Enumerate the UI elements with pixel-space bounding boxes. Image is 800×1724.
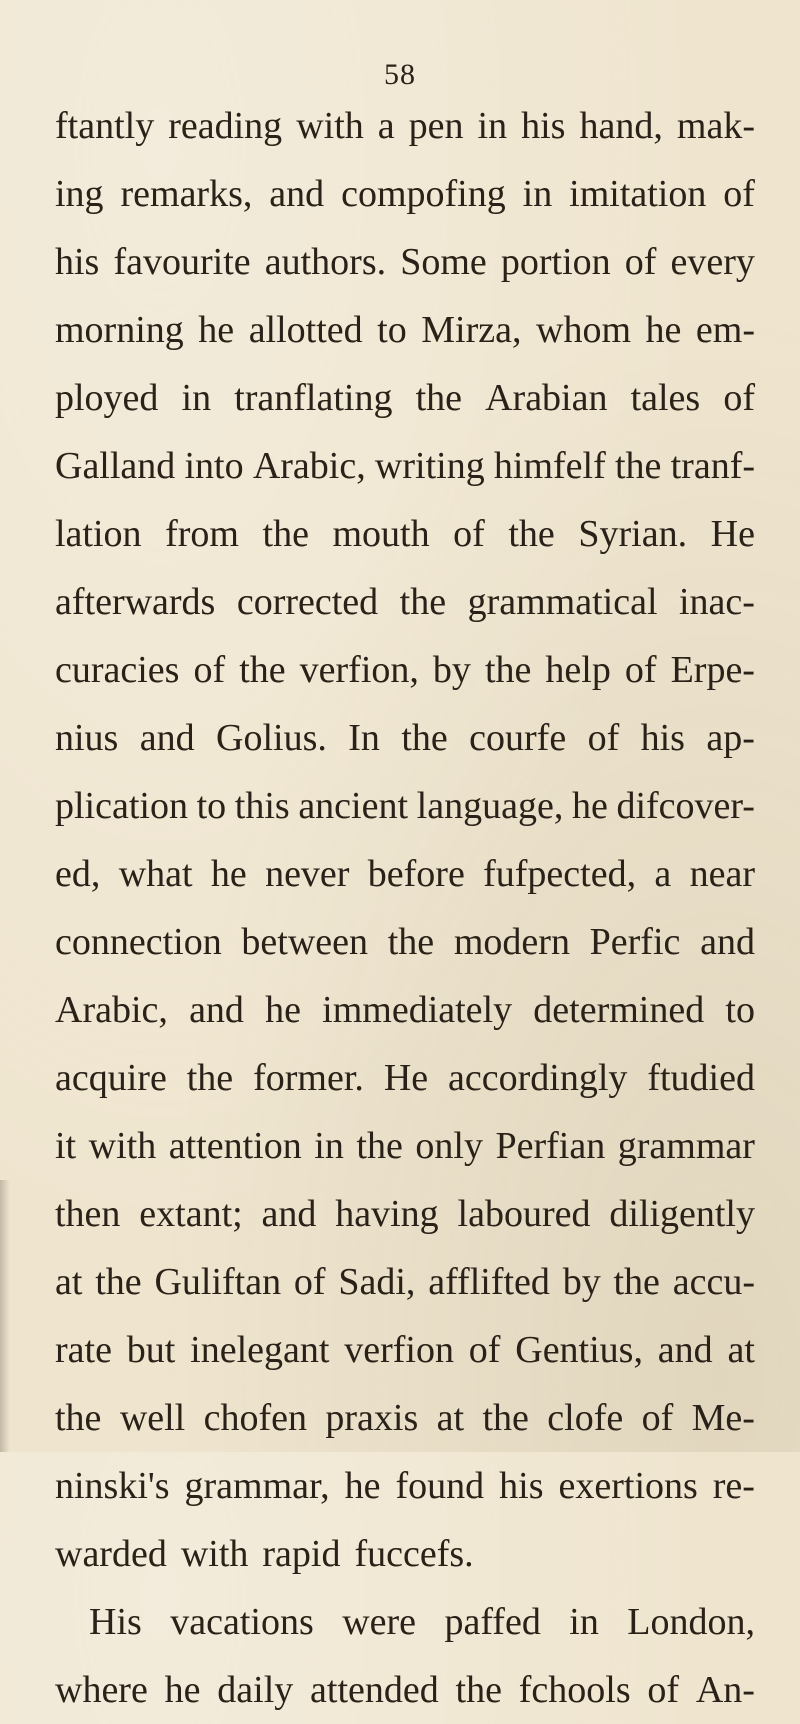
- word: Perfian: [495, 1125, 606, 1167]
- word: lation: [55, 513, 142, 555]
- text-line: [55, 976, 755, 1044]
- word: at: [55, 1261, 83, 1303]
- word: ninski's: [55, 1465, 170, 1507]
- word: the: [356, 1125, 403, 1167]
- text-line: [55, 704, 755, 772]
- word: the: [415, 377, 462, 419]
- word: ed,: [55, 853, 101, 895]
- page-edge-shadow: [0, 1180, 10, 1452]
- word: he: [645, 309, 682, 351]
- word: the: [399, 581, 447, 623]
- word: his: [640, 717, 685, 759]
- word: the: [401, 717, 448, 759]
- word: to: [196, 785, 227, 827]
- word: corrected: [236, 581, 379, 623]
- word: courfe: [469, 717, 567, 759]
- word: pen: [408, 105, 464, 147]
- word: He: [383, 1057, 429, 1099]
- word: ing: [55, 173, 104, 215]
- word: in: [569, 1601, 599, 1643]
- text-line: [55, 364, 755, 432]
- word: the: [186, 1057, 234, 1099]
- word: His: [89, 1601, 142, 1643]
- word: imitation: [569, 173, 707, 215]
- word: immediately: [322, 989, 513, 1031]
- word: determined: [533, 989, 705, 1031]
- word: between: [241, 921, 369, 963]
- word: allotted: [248, 309, 363, 351]
- word: remarks,: [120, 173, 253, 215]
- word: ployed: [55, 377, 159, 419]
- word: Me-: [691, 1397, 755, 1439]
- text-line: [55, 432, 755, 500]
- word: Perfic: [589, 921, 681, 963]
- word: modern: [453, 921, 570, 963]
- word: in: [477, 105, 508, 147]
- word: and: [139, 717, 195, 759]
- word: every: [670, 241, 755, 283]
- word: he: [210, 853, 247, 895]
- word: this: [234, 785, 290, 827]
- word: Galland: [55, 445, 176, 487]
- word: of: [624, 241, 657, 283]
- word: Arabic,: [252, 445, 366, 487]
- word: with: [88, 1125, 157, 1167]
- word: attended: [310, 1669, 439, 1711]
- word: by: [562, 1261, 601, 1303]
- word: warded: [55, 1533, 167, 1575]
- word: the: [262, 513, 309, 555]
- text-line: [55, 1112, 755, 1180]
- text-line: [55, 1384, 755, 1452]
- word: inac-: [679, 581, 755, 623]
- word: well: [119, 1397, 186, 1439]
- word: his: [521, 105, 566, 147]
- word: An-: [695, 1669, 755, 1711]
- word: fchools: [518, 1669, 631, 1711]
- word: accordingly: [448, 1057, 628, 1099]
- word: the: [55, 1397, 102, 1439]
- word: morning: [55, 309, 184, 351]
- word: of: [641, 1397, 674, 1439]
- word: compofing: [341, 173, 506, 215]
- word: attention: [168, 1125, 302, 1167]
- word: writing: [374, 445, 485, 487]
- word: where: [55, 1669, 148, 1711]
- word: London,: [627, 1601, 755, 1643]
- word: ancient: [298, 785, 409, 827]
- word: the: [508, 513, 555, 555]
- word: at: [727, 1329, 755, 1371]
- word: what: [118, 853, 193, 895]
- word: reading: [168, 105, 283, 147]
- word: chofen: [203, 1397, 308, 1439]
- word: fuccefs.: [354, 1533, 474, 1575]
- text-line: [55, 772, 755, 840]
- word: and: [189, 989, 244, 1031]
- word: in: [522, 173, 553, 215]
- word: his: [499, 1465, 544, 1507]
- word: former.: [253, 1057, 364, 1099]
- word: clofe: [547, 1397, 624, 1439]
- word: paffed: [444, 1601, 541, 1643]
- word: near: [689, 853, 755, 895]
- word: he: [344, 1465, 381, 1507]
- word: Gentius,: [515, 1329, 643, 1371]
- word: but: [126, 1329, 176, 1371]
- word: he: [265, 989, 301, 1031]
- word: daily: [217, 1669, 294, 1711]
- word: he: [198, 309, 235, 351]
- word: before: [367, 853, 465, 895]
- word: laboured: [457, 1193, 591, 1235]
- word: inelegant: [190, 1329, 330, 1371]
- word: verfion: [344, 1329, 454, 1371]
- text-line: [55, 1452, 755, 1520]
- word: and: [269, 173, 325, 215]
- word: grammatical: [467, 581, 658, 623]
- word: at: [436, 1397, 465, 1439]
- word: into: [184, 445, 244, 487]
- word: Mirza,: [421, 309, 522, 351]
- word: acquire: [55, 1057, 167, 1099]
- word: mouth: [332, 513, 430, 555]
- word: ftudied: [647, 1057, 755, 1099]
- text-line: [55, 500, 755, 568]
- word: he: [571, 785, 608, 827]
- word: the: [239, 649, 286, 691]
- word: Arabian: [485, 377, 608, 419]
- word: praxis: [325, 1397, 419, 1439]
- text-line: [55, 908, 755, 976]
- word: of: [193, 649, 226, 691]
- word: the: [455, 1669, 502, 1711]
- word: ftantly: [55, 105, 155, 147]
- word: Syrian.: [578, 513, 688, 555]
- word: he: [164, 1669, 201, 1711]
- word: of: [293, 1261, 326, 1303]
- word: connection: [55, 921, 222, 963]
- word: rapid: [262, 1533, 341, 1575]
- text-line: [55, 1180, 755, 1248]
- word: of: [723, 173, 755, 215]
- word: help: [545, 649, 611, 691]
- word: favourite: [113, 241, 251, 283]
- word: and: [700, 921, 755, 963]
- word: by: [432, 649, 471, 691]
- word: of: [723, 377, 755, 419]
- word: of: [647, 1669, 680, 1711]
- text-line: [55, 1316, 755, 1384]
- text-line: [55, 1520, 755, 1588]
- text-line: [55, 840, 755, 908]
- word: in: [181, 377, 212, 419]
- word: the: [95, 1261, 142, 1303]
- word: of: [624, 649, 657, 691]
- word: diligently: [609, 1193, 755, 1235]
- word: rate: [55, 1329, 112, 1371]
- word: found: [395, 1465, 485, 1507]
- word: the: [387, 921, 435, 963]
- word: having: [335, 1193, 439, 1235]
- word: of: [587, 717, 620, 759]
- word: tranf-: [670, 445, 755, 487]
- word: accu-: [672, 1261, 755, 1303]
- word: the: [482, 1397, 529, 1439]
- word: difcover-: [616, 785, 755, 827]
- word: hand,: [579, 105, 663, 147]
- body-text: [55, 92, 755, 1724]
- word: were: [342, 1601, 417, 1643]
- text-line: [55, 1656, 755, 1724]
- word: tranflating: [234, 377, 393, 419]
- text-line: [55, 228, 755, 296]
- text-line: [55, 1248, 755, 1316]
- word: language,: [416, 785, 564, 827]
- word: of: [453, 513, 485, 555]
- word: and: [657, 1329, 713, 1371]
- word: of: [468, 1329, 501, 1371]
- word: re-: [712, 1465, 755, 1507]
- word: ap-: [706, 717, 755, 759]
- word: then: [55, 1193, 121, 1235]
- word: afterwards: [55, 581, 216, 623]
- word: to: [377, 309, 407, 351]
- word: a: [377, 105, 395, 147]
- word: em-: [695, 309, 755, 351]
- text-line: [55, 1044, 755, 1112]
- word: vacations: [170, 1601, 314, 1643]
- word: his: [55, 241, 100, 283]
- text-line: [55, 296, 755, 364]
- word: mak-: [676, 105, 755, 147]
- word: himfelf: [493, 445, 606, 487]
- word: and: [261, 1193, 317, 1235]
- word: In: [348, 717, 380, 759]
- word: afflifted: [428, 1261, 550, 1303]
- text-line: [55, 92, 755, 160]
- word: Some: [400, 241, 487, 283]
- word: with: [296, 105, 364, 147]
- word: authors.: [264, 241, 387, 283]
- word: exertions: [558, 1465, 698, 1507]
- word: tales: [630, 377, 701, 419]
- word: grammar: [617, 1125, 755, 1167]
- text-line: [55, 160, 755, 228]
- word: fufpected,: [483, 853, 637, 895]
- word: never: [265, 853, 350, 895]
- word: a: [654, 853, 672, 895]
- word: grammar,: [184, 1465, 330, 1507]
- word: Golius.: [216, 717, 327, 759]
- word: the: [613, 1261, 660, 1303]
- word: He: [710, 513, 755, 555]
- word: verfion,: [299, 649, 419, 691]
- page-number: 58: [384, 58, 416, 91]
- word: the: [484, 649, 532, 691]
- word: portion: [500, 241, 611, 283]
- word: the: [614, 445, 662, 487]
- word: nius: [55, 717, 119, 759]
- word: only: [415, 1125, 483, 1167]
- text-line: [55, 1588, 755, 1656]
- text-line: [55, 568, 755, 636]
- word: to: [725, 989, 755, 1031]
- word: in: [314, 1125, 344, 1167]
- word: Guliftan: [154, 1261, 282, 1303]
- word: Erpe-: [670, 649, 755, 691]
- word: from: [165, 513, 239, 555]
- word: Arabic,: [55, 989, 168, 1031]
- text-line: [55, 636, 755, 704]
- word: extant;: [139, 1193, 243, 1235]
- word: plication: [55, 785, 188, 827]
- word: with: [180, 1533, 249, 1575]
- word: Sadi,: [338, 1261, 416, 1303]
- word: whom: [536, 309, 631, 351]
- word: it: [55, 1125, 77, 1167]
- word: curacies: [55, 649, 180, 691]
